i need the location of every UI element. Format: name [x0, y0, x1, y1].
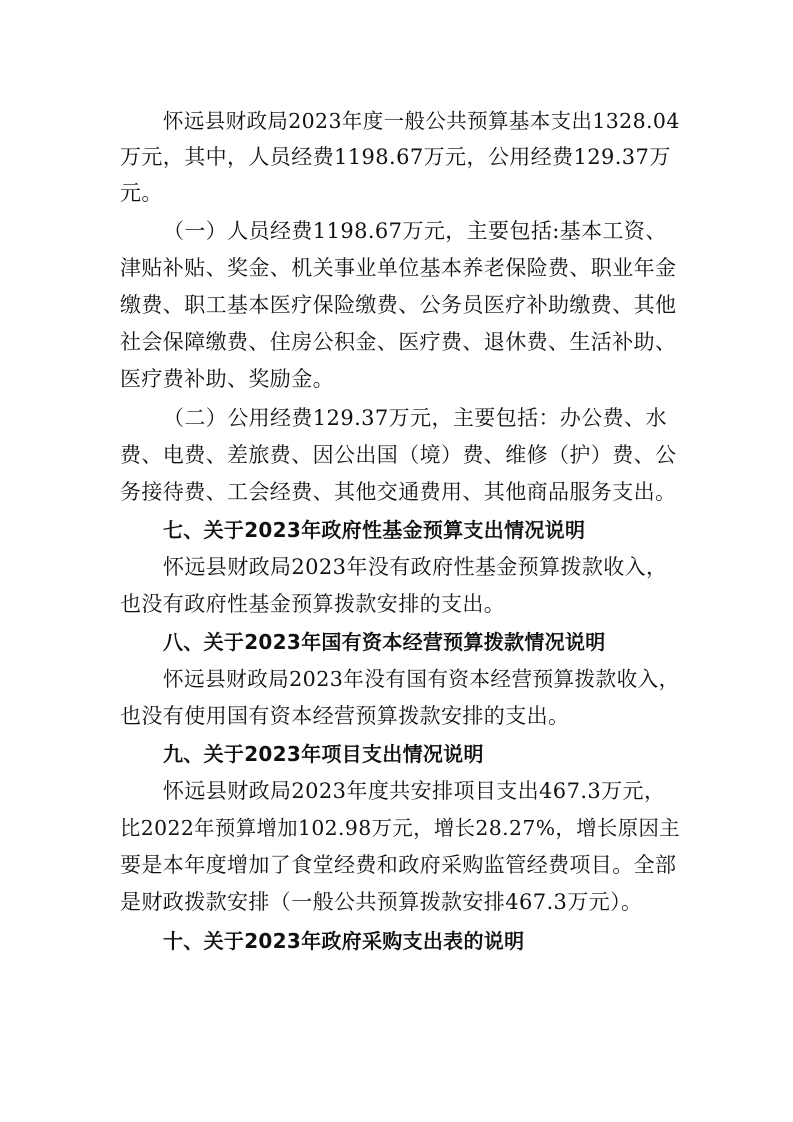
paragraph-line: 缴费、职工基本医疗保险缴费、公务员医疗补助缴费、其他 — [120, 293, 677, 317]
paragraph-line: 也没有使用国有资本经营预算拨款安排的支出。 — [120, 704, 570, 728]
paragraph-line: 是财政拨款安排（一般公共预算拨款安排467.3万元）。 — [120, 890, 643, 914]
paragraph-line: 要是本年度增加了食堂经费和政府采购监管经费项目。全部 — [120, 853, 677, 877]
paragraph-line: 怀远县财政局2023年度共安排项目支出467.3万元， — [163, 779, 666, 803]
paragraph-line: 万元，其中，人员经费1198.67万元，公用经费129.37万 — [120, 145, 671, 169]
paragraph-line: 怀远县财政局2023年度一般公共预算基本支出1328.04 — [163, 109, 680, 133]
paragraph-line: 比2022年预算增加102.98万元，增长28.27%，增长原因主 — [120, 816, 680, 840]
paragraph-line: 也没有政府性基金预算拨款安排的支出。 — [120, 592, 506, 616]
paragraph-line: （二）公用经费129.37万元，主要包括：办公费、水 — [163, 406, 667, 430]
paragraph-line: 元。 — [120, 181, 163, 205]
section-heading: 十、关于2023年政府采购支出表的说明 — [163, 929, 525, 953]
section-heading: 七、关于2023年政府性基金预算支出情况说明 — [163, 518, 586, 542]
paragraph-line: （一）人员经费1198.67万元，主要包括:基本工资、 — [163, 219, 667, 243]
paragraph-line: 医疗费补助、奖励金。 — [120, 367, 334, 391]
paragraph-line: 务接待费、工会经费、其他交通费用、其他商品服务支出。 — [120, 480, 677, 504]
paragraph-line: 费、电费、差旅费、因公出国（境）费、维修（护）费、公 — [120, 443, 677, 467]
section-heading: 八、关于2023年国有资本经营预算拨款情况说明 — [163, 630, 606, 654]
section-heading: 九、关于2023年项目支出情况说明 — [163, 742, 484, 766]
paragraph-line: 社会保障缴费、住房公积金、医疗费、退休费、生活补助、 — [120, 330, 677, 354]
paragraph-line: 津贴补贴、奖金、机关事业单位基本养老保险费、职业年金 — [120, 256, 677, 280]
paragraph-line: 怀远县财政局2023年没有国有资本经营预算拨款收入， — [163, 667, 680, 691]
paragraph-line: 怀远县财政局2023年没有政府性基金预算拨款收入， — [163, 555, 668, 579]
